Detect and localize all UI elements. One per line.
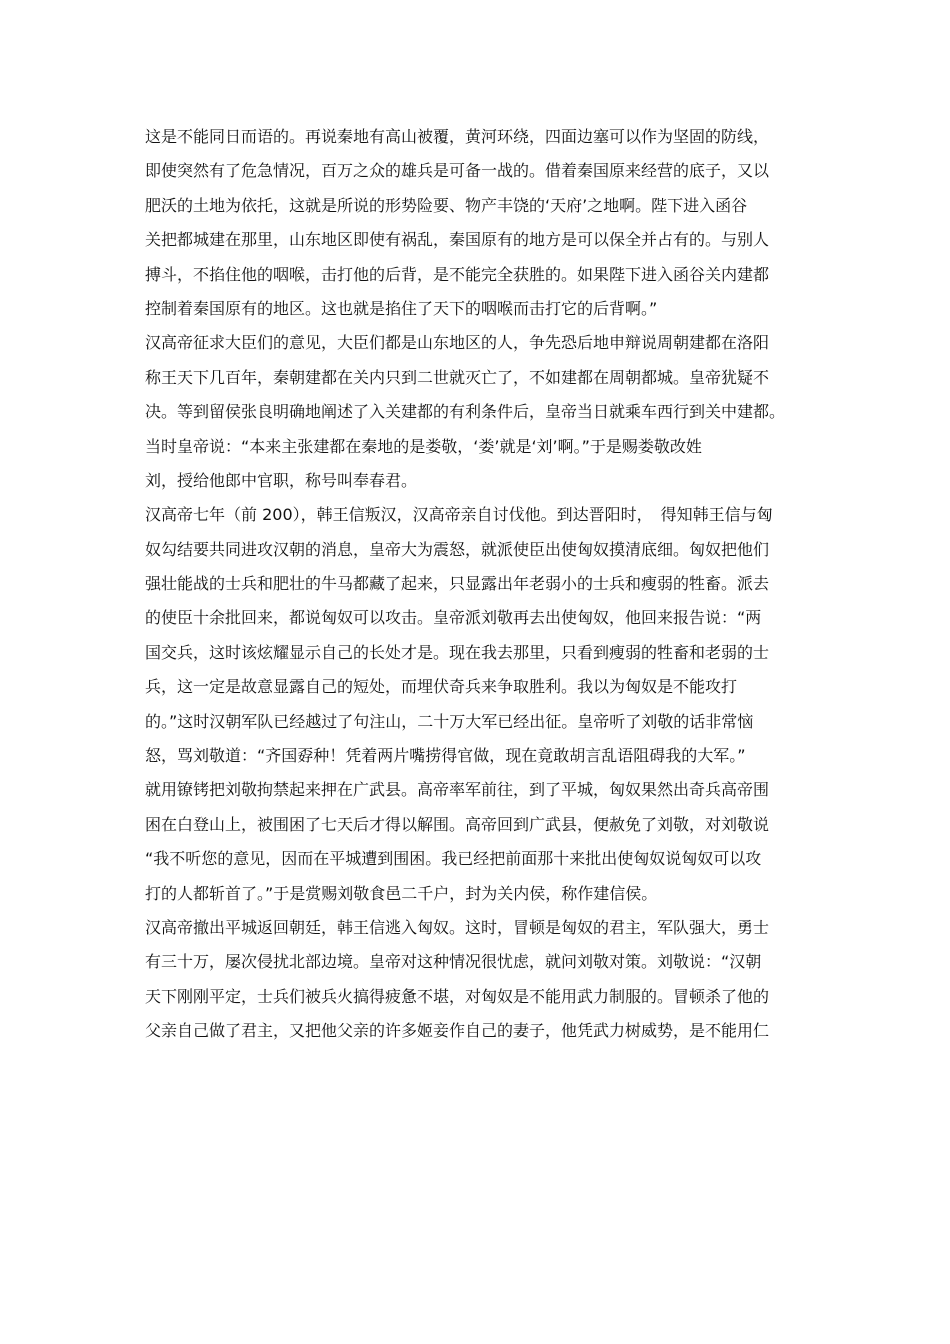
text-line: 兵，这一定是故意显露自己的短处，而埋伏奇兵来争取胜利。我以为匈奴是不能攻打 xyxy=(145,677,738,697)
text-line: 控制着秦国原有的地区。这也就是掐住了天下的咽喉而击打它的后背啊。” xyxy=(145,298,658,318)
text-line: 肥沃的土地为依托，这就是所说的形势险要、物产丰饶的‘天府’之地啊。陛下进入函谷 xyxy=(145,195,748,215)
text-line: 打的人都斩首了。”于是赏赐刘敬食邑二千户，封为关内侯，称作建信侯。 xyxy=(145,883,658,903)
text-line: 搏斗，不掐住他的咽喉，击打他的后背，是不能完全获胜的。如果陛下进入函谷关内建都 xyxy=(145,264,770,284)
text-line: 父亲自己做了君主，又把他父亲的许多姬妾作自己的妻子，他凭武力树威势，是不能用仁 xyxy=(145,1021,770,1041)
text-line: 的使臣十余批回来，都说匈奴可以攻击。皇帝派刘敬再去出使匈奴，他回来报告说：“两 xyxy=(145,608,762,628)
text-line: 的。”这时汉朝军队已经越过了句注山，二十万大军已经出征。皇帝听了刘敬的话非常恼 xyxy=(145,711,754,731)
text-line: 决。等到留侯张良明确地阐述了入关建都的有利条件后，皇帝当日就乘车西行到关中建都。 xyxy=(145,402,786,422)
text-line: 即使突然有了危急情况，百万之众的雄兵是可备一战的。借着秦国原来经营的底子，又以 xyxy=(145,161,770,181)
text-line: 天下刚刚平定，士兵们被兵火搞得疲惫不堪，对匈奴是不能用武力制服的。冒顿杀了他的 xyxy=(145,986,770,1006)
text-line: 当时皇帝说：“本来主张建都在秦地的是娄敬，‘娄’就是‘刘’啊。”于是赐娄敬改姓 xyxy=(145,436,702,456)
text-line: 关把都城建在那里，山东地区即使有祸乱，秦国原有的地方是可以保全并占有的。与别人 xyxy=(145,230,770,250)
text-line: 汉高帝七年（前 200），韩王信叛汉，汉高帝亲自讨伐他。到达晋阳时， 得知韩王信与匈 xyxy=(145,505,773,525)
text-line: “我不听您的意见，因而在平城遭到围困。我已经把前面那十来批出使匈奴说匈奴可以攻 xyxy=(145,849,762,869)
text-line: 怒，骂刘敬道：“齐国孬种！凭着两片嘴捞得官做，现在竟敢胡言乱语阻碍我的大军。” xyxy=(145,746,746,766)
document-page xyxy=(145,120,813,1049)
text-line: 困在白登山上，被围困了七天后才得以解围。高帝回到广武县，便赦免了刘敬，对刘敬说 xyxy=(145,814,770,834)
text-line: 强壮能战的士兵和肥壮的牛马都藏了起来，只显露出年老弱小的士兵和瘦弱的牲畜。派去 xyxy=(145,574,770,594)
text-line: 有三十万，屡次侵扰北部边境。皇帝对这种情况很忧虑，就问刘敬对策。刘敬说：“汉朝 xyxy=(145,952,762,972)
text-line: 这是不能同日而语的。再说秦地有高山被覆，黄河环绕，四面边塞可以作为坚固的防线， xyxy=(145,127,770,146)
text-line: 就用镣铐把刘敬拘禁起来押在广武县。高帝率军前往，到了平城，匈奴果然出奇兵高帝围 xyxy=(145,780,770,800)
text-line: 奴勾结要共同进攻汉朝的消息，皇帝大为震怒，就派使臣出使匈奴摸清底细。匈奴把他们 xyxy=(145,539,770,559)
text-line: 称王天下几百年，秦朝建都在关内只到二世就灭亡了，不如建都在周朝都城。皇帝犹疑不 xyxy=(145,367,770,387)
text-line: 汉高帝撤出平城返回朝廷，韩王信逃入匈奴。这时，冒顿是匈奴的君主，军队强大，勇士 xyxy=(145,917,770,937)
text-line: 刘，授给他郎中官职，称号叫奉春君。 xyxy=(145,470,418,490)
text-line: 汉高帝征求大臣们的意见，大臣们都是山东地区的人，争先恐后地申辩说周朝建都在洛阳 xyxy=(145,333,770,353)
text-line: 国交兵，这时该炫耀显示自己的长处才是。现在我去那里，只看到瘦弱的牲畜和老弱的士 xyxy=(145,642,770,662)
